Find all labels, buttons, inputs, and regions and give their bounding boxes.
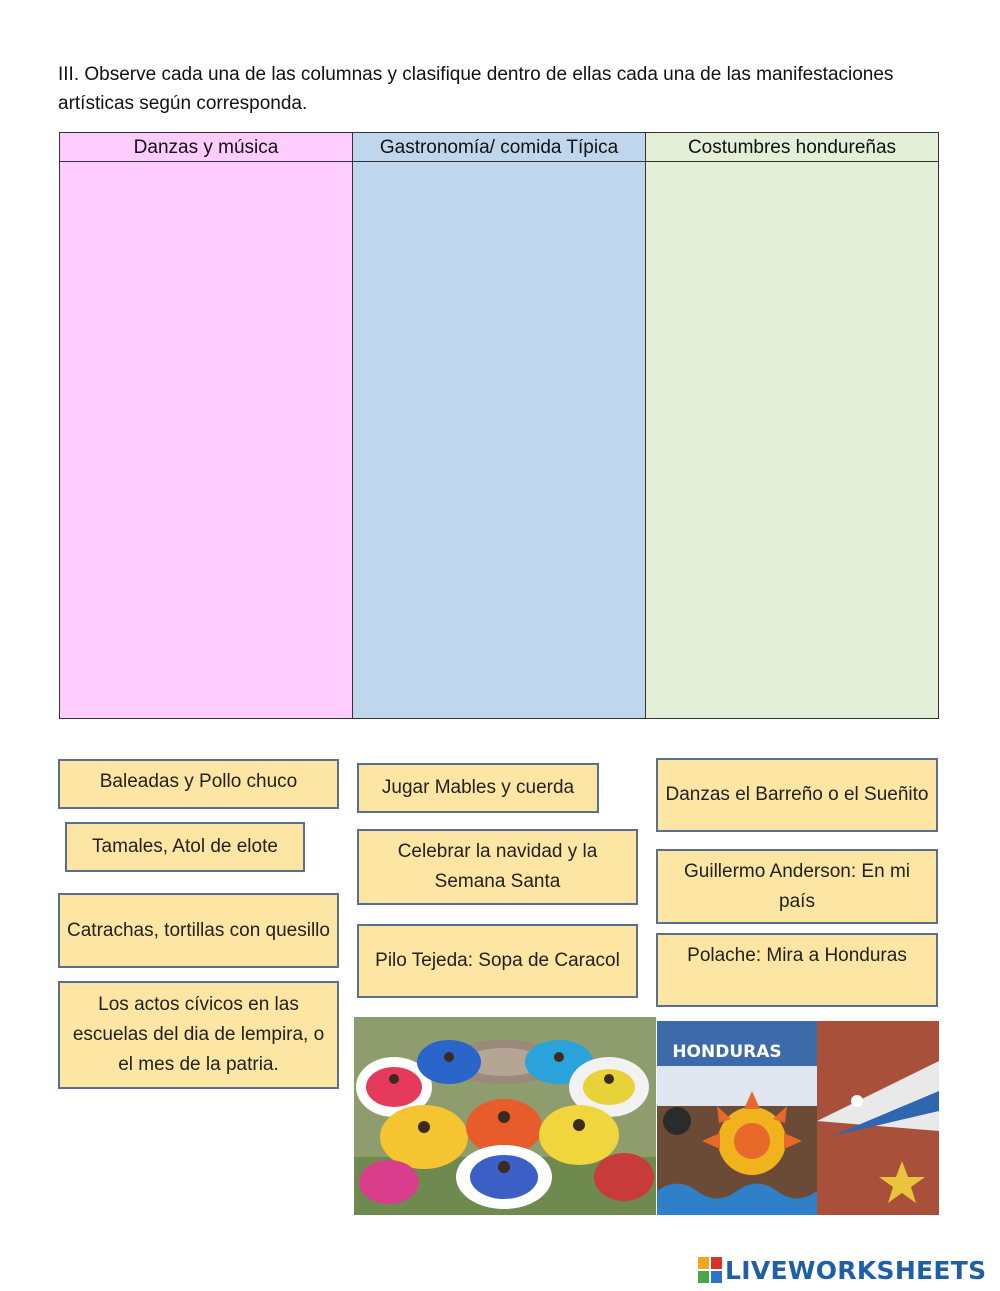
brand-name: LIVEWORKSHEETS [725, 1255, 987, 1285]
classification-table [59, 132, 939, 719]
folk-dancers-photo [354, 1017, 656, 1215]
honduras-mosaic-photo [657, 1021, 939, 1215]
drag-card-tejeda[interactable]: Pilo Tejeda: Sopa de Caracol [357, 924, 638, 998]
column-header: Costumbres hondureñas [646, 133, 938, 162]
drag-card-mables[interactable]: Jugar Mables y cuerda [357, 763, 599, 813]
instructions-text: III. Observe cada una de las columnas y clasifique dentro de ellas cada una de las manifestaciones artísticas según corresponda. [58, 64, 894, 114]
drag-card-actos-civicos[interactable]: Los actos cívicos en las escuelas del dia de lempira, o el mes de la patria. [58, 981, 339, 1089]
column-header: Gastronomía/ comida Típica [353, 133, 645, 162]
drag-card-baleadas[interactable]: Baleadas y Pollo chuco [58, 759, 339, 809]
column-header: Danzas y música [60, 133, 352, 162]
liveworksheets-logo [698, 1256, 986, 1284]
column-gastronomia [353, 133, 646, 718]
drag-card-tamales[interactable]: Tamales, Atol de elote [65, 822, 305, 872]
drop-zone-costumbres[interactable] [646, 162, 938, 718]
mosaic-text: HONDURAS [672, 1042, 782, 1062]
column-costumbres [646, 133, 938, 718]
dancers-illustration [354, 1017, 656, 1215]
column-danzas [60, 133, 353, 718]
drag-card-navidad[interactable]: Celebrar la navidad y la Semana Santa [357, 829, 638, 905]
drop-zone-danzas[interactable] [60, 162, 352, 718]
mosaic-illustration [657, 1021, 939, 1215]
drag-card-polache[interactable]: Polache: Mira a Honduras [656, 933, 938, 1007]
drag-card-anderson[interactable]: Guillermo Anderson: En mi país [656, 849, 938, 924]
drag-card-barreno[interactable]: Danzas el Barreño o el Sueñito [656, 758, 938, 832]
drag-card-catrachas[interactable]: Catrachas, tortillas con quesillo [58, 893, 339, 968]
brand-mark-icon [698, 1257, 722, 1283]
drop-zone-gastronomia[interactable] [353, 162, 645, 718]
